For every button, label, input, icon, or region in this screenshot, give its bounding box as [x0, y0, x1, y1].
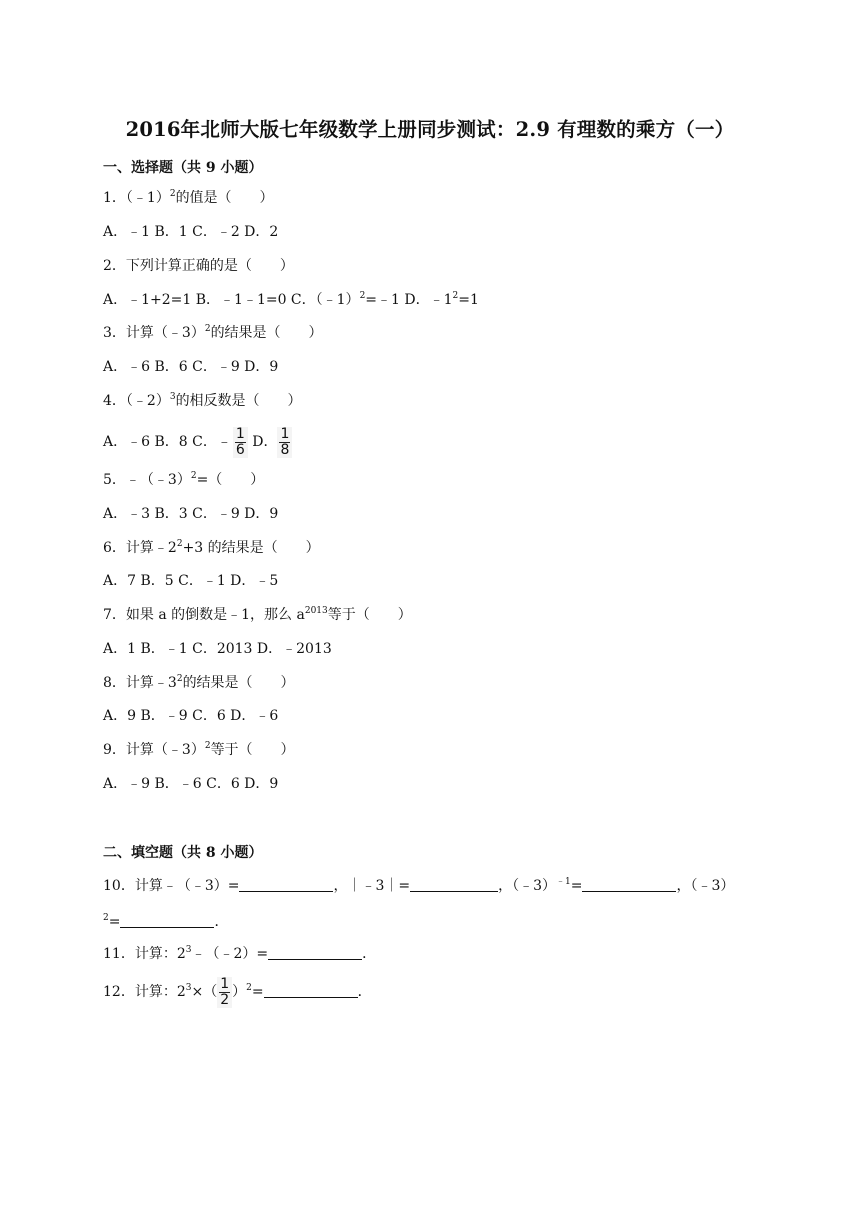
- section-heading-fill: 二、填空题（共 8 小题）: [103, 845, 263, 861]
- fraction-one-eighth: $\frac{1}{8}$: [277, 427, 292, 458]
- answer-blank[interactable]: [239, 877, 333, 892]
- question-10: 10．计算﹣（﹣3）= ，｜﹣3｜= ，（﹣3）$^{﹣1}$= ，（﹣3）: [103, 877, 735, 894]
- question-2-options: A．﹣1+2=1 B．﹣1﹣1=0 C．（﹣1）$^2$=﹣1 D．$﹣1^2=1$: [103, 291, 479, 308]
- question-8-options: A．9 B．﹣9 C．6 D．﹣6: [103, 708, 279, 724]
- question-9: 9．计算（﹣3）$^2$等于（ ）: [103, 741, 295, 758]
- page-title: 2016年北师大版七年级数学上册同步测试：2.9 有理数的乘方（一）: [125, 118, 735, 141]
- question-3: 3．计算（﹣3）$^2$的结果是（ ）: [103, 324, 323, 341]
- answer-blank[interactable]: [264, 983, 358, 998]
- question-2: 2．下列计算正确的是（ ）: [103, 258, 294, 274]
- question-5: 5．﹣（﹣3）$^2$=（ ）: [103, 471, 265, 488]
- section-heading-choice: 一、选择题（共 9 小题）: [103, 160, 263, 176]
- fraction-one-sixth: $\frac{1}{6}$: [233, 427, 248, 458]
- question-8: 8．计算$﹣3^2$的结果是（ ）: [103, 674, 295, 691]
- fraction-one-half: $\frac{1}{2}$: [217, 977, 232, 1008]
- negative-sign: ﹣: [216, 432, 232, 450]
- question-5-options: A．﹣3 B．3 C．﹣9 D．9: [103, 506, 279, 522]
- question-12: 12．计算：$2^3\times$（ $\frac{1}{2}$ ）$^2$= ．: [103, 975, 372, 1008]
- question-1-options: A．﹣1 B．1 C．﹣2 D．2: [103, 224, 279, 240]
- question-6-options: A．7 B．5 C．﹣1 D．﹣5: [103, 573, 279, 589]
- question-9-options: A．﹣9 B．﹣6 C．6 D．9: [103, 776, 279, 792]
- question-4: 4．（﹣2）$^3$的相反数是（ ）: [103, 392, 302, 409]
- answer-blank[interactable]: [120, 913, 214, 928]
- question-11: 11．计算：$2^3﹣(﹣2)=$ ．: [103, 945, 377, 962]
- question-7-options: A．1 B．﹣1 C．2013 D．﹣2013: [103, 641, 332, 657]
- answer-blank[interactable]: [410, 877, 498, 892]
- question-3-options: A．﹣6 B．6 C．﹣9 D．9: [103, 359, 279, 375]
- answer-blank[interactable]: [582, 877, 676, 892]
- answer-blank[interactable]: [268, 945, 362, 960]
- question-7: 7．如果 a 的倒数是﹣1，那么 $a^{2013}$等于（ ）: [103, 606, 412, 623]
- question-6: 6．计算$﹣2^2+3$ 的结果是（ ）: [103, 539, 320, 556]
- question-10-continued: $^2$= ．: [103, 913, 229, 930]
- question-1: 1．（﹣1）$^2$的值是（ ）: [103, 189, 274, 206]
- question-4-options: A．﹣6 B．8 C．﹣ $\frac{1}{6}$ D． $\frac{1}{8}$: [103, 424, 292, 459]
